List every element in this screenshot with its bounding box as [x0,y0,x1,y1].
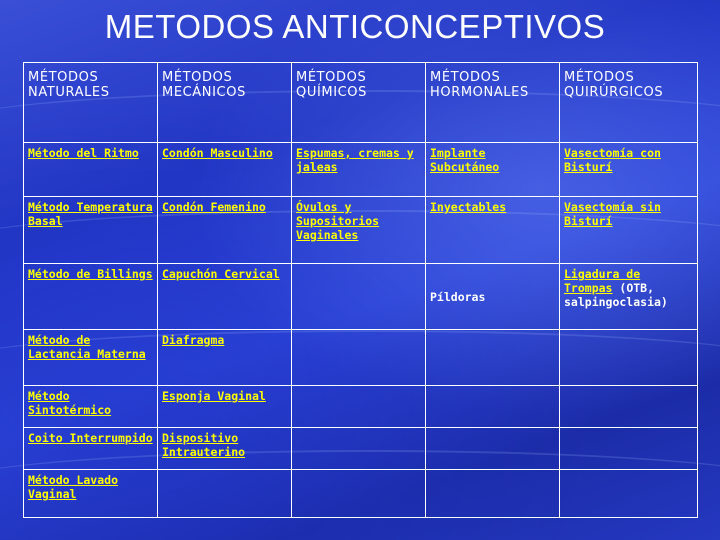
table-cell [560,386,698,428]
table-cell [292,386,426,428]
table-cell [24,386,158,428]
table-cell [158,470,292,518]
header-mecanicos: MÉTODOS MECÁNICOS [158,63,292,143]
link-inyectables[interactable]: Inyectables [430,200,507,214]
table-cell [560,143,698,197]
link-sintotermico[interactable]: Método Sintotérmico [28,389,112,417]
table-cell [560,264,698,330]
table-cell [426,197,560,264]
link-condon-femenino[interactable]: Condón Femenino [162,200,266,214]
link-espumas[interactable]: Espumas, cremas y jaleas [296,146,414,174]
table-row [24,197,698,264]
table-header-row [24,63,698,143]
table-cell [426,386,560,428]
link-diu[interactable]: Dispositivo Intrauterino [162,431,246,459]
header-quirurgicos: MÉTODOS QUIRÚRGICOS [560,63,698,143]
table-cell [158,428,292,470]
header-naturales: MÉTODOS NATURALES [24,63,158,143]
table-row [24,470,698,518]
link-vasectomia-sin[interactable]: Vasectomía sin Bisturí [564,200,661,228]
table-cell [158,143,292,197]
table-cell [292,330,426,386]
contraceptive-methods-table [23,62,698,518]
table-row [24,386,698,428]
link-coito[interactable]: Coito Interrumpido [28,431,153,445]
link-vasectomia-con[interactable]: Vasectomía con Bisturí [564,146,661,174]
table-cell [158,197,292,264]
table-row [24,264,698,330]
table-cell [24,197,158,264]
table-cell [24,264,158,330]
table-row [24,143,698,197]
link-diafragma[interactable]: Diafragma [162,333,225,347]
table-cell [426,330,560,386]
table-cell [426,264,560,330]
table-cell [292,143,426,197]
table-cell [24,428,158,470]
link-ovulos[interactable]: Óvulos y Supositorios Vaginales [296,200,380,242]
page-title: METODOS ANTICONCEPTIVOS [104,8,606,45]
link-billings[interactable]: Método de Billings [28,267,153,281]
table-cell [24,470,158,518]
table-cell [158,386,292,428]
link-ligadura[interactable]: Ligadura de Trompas [564,267,641,295]
table-cell [158,264,292,330]
link-temperatura-basal[interactable]: Método Temperatura Basal [28,200,153,228]
ligadura-note: (OTB, salpingoclasia) [564,281,668,309]
text-pildoras: Píldoras [430,289,486,304]
table-cell [292,428,426,470]
table-cell [560,197,698,264]
table-cell [560,428,698,470]
table-cell [426,470,560,518]
table-cell [426,143,560,197]
table-cell [292,264,426,330]
table-cell [426,428,560,470]
table-cell [24,143,158,197]
table-cell [560,330,698,386]
header-hormonales: MÉTODOS HORMONALES [426,63,560,143]
header-quimicos: MÉTODOS QUÍMICOS [292,63,426,143]
link-metodo-ritmo[interactable]: Método del Ritmo [28,146,139,160]
table-row [24,330,698,386]
link-lavado-vaginal[interactable]: Método Lavado Vaginal [28,473,119,501]
link-lactancia[interactable]: Método de Lactancia Materna [28,333,146,361]
link-esponja[interactable]: Esponja Vaginal [162,389,266,403]
table-cell [24,330,158,386]
link-capuchon[interactable]: Capuchón Cervical [162,267,280,281]
table-cell [292,197,426,264]
link-condon-masculino[interactable]: Condón Masculino [162,146,273,160]
table-cell [560,470,698,518]
table-cell [292,470,426,518]
table-row [24,428,698,470]
link-implante[interactable]: Implante Subcutáneo [430,146,500,174]
table-cell [158,330,292,386]
